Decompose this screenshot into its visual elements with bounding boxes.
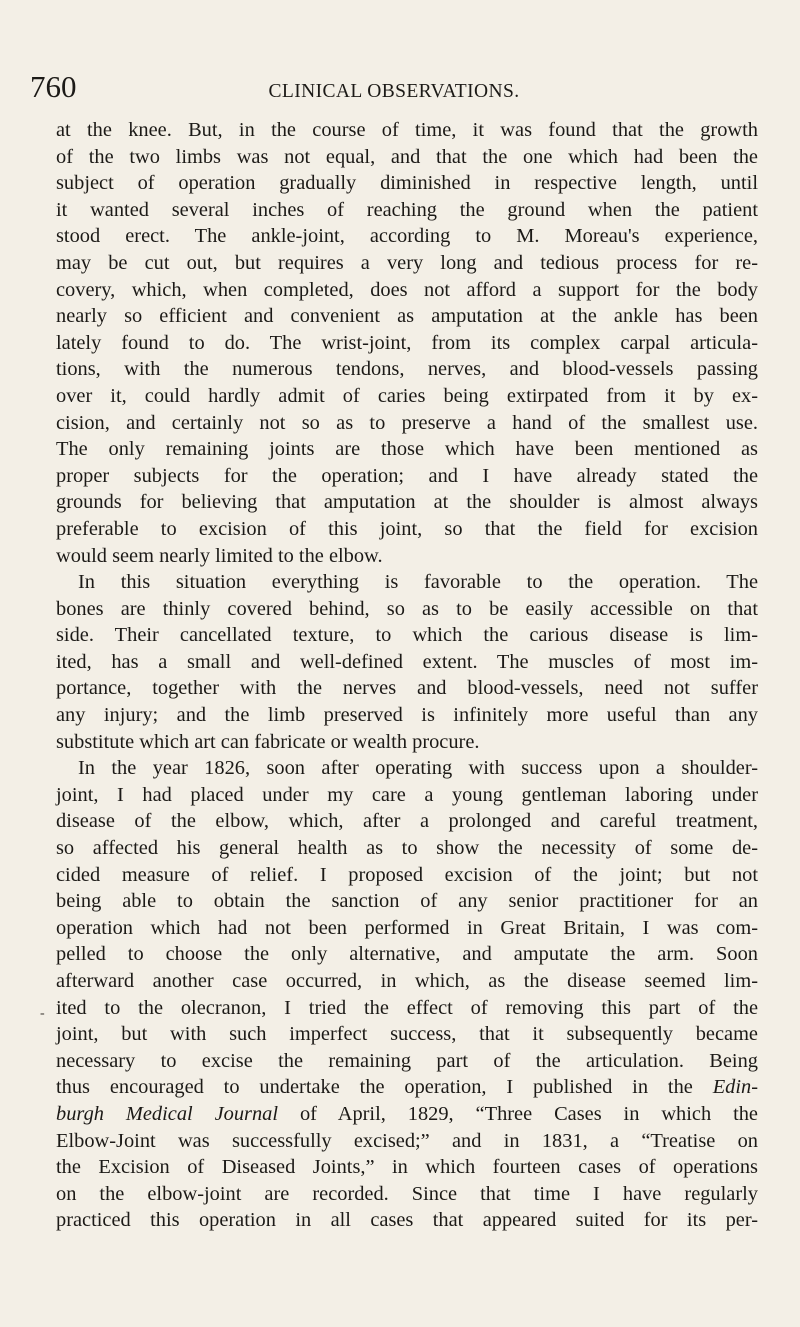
paragraph-2: [56, 569, 758, 755]
text-line: Elbow-Joint was successfully excised;” and in 1831, a “Treatise on: [56, 1129, 758, 1152]
text-line: disease of the elbow, which, after a prolonged and careful treatment,: [56, 810, 758, 833]
text-line: any injury; and the limb preserved is infinitely more useful than any: [56, 704, 758, 727]
text-line: joint, I had placed under my care a young gentleman laboring under: [56, 783, 758, 806]
text-line: operation which had not been performed in Great Britain, I was com-: [56, 916, 758, 939]
text-line: cision, and certainly not so as to preserve a hand of the smallest use.: [56, 411, 758, 434]
text-line-italic-journal-2: [56, 1101, 758, 1128]
text-line: portance, together with the nerves and blood-vessels, need not suffer: [56, 677, 758, 700]
text-line: ited, has a small and well-defined extent. The muscles of most im-: [56, 650, 758, 673]
text-line: at the knee. But, in the course of time, it was found that the growth: [56, 119, 758, 141]
text-line: covery, which, when completed, does not afford a support for the body: [56, 278, 758, 301]
text-line: tions, with the numerous tendons, nerves, and blood-vessels passing: [56, 358, 758, 381]
text-line: afterward another case occurred, in which, as the disease seemed lim-: [56, 970, 758, 992]
text-line: bones are thinly covered behind, so as to be easily accessible on that: [56, 597, 758, 620]
text-line: would seem nearly limited to the elbow.: [56, 544, 383, 567]
text-line: side. Their cancellated texture, to which the carious disease is lim-: [56, 624, 758, 647]
text-line: The only remaining joints are those which have been mentioned as: [56, 438, 758, 461]
text-line: substitute which art can fabricate or wealth procure.: [56, 730, 480, 753]
paragraph-1: [56, 117, 758, 569]
text-line: over it, could hardly admit of caries being extirpated from it by ex-: [56, 384, 758, 407]
text-span: of April, 1829, “Three Cases in which the: [278, 1102, 758, 1125]
text-line: stood erect. The ankle-joint, according to M. Moreau's experience,: [56, 225, 758, 248]
page-header: [30, 70, 758, 110]
text-span: thus encouraged to undertake the operation, I published in the: [56, 1076, 713, 1099]
text-line: ited to the olecranon, I tried the effect of removing this part of the: [56, 996, 758, 1019]
text-line: proper subjects for the operation; and I have already stated the: [56, 464, 758, 487]
text-line: may be cut out, but requires a very long and tedious process for re-: [56, 251, 758, 274]
text-line: on the elbow-joint are recorded. Since that time I have regularly: [56, 1182, 758, 1205]
text-line: necessary to excise the remaining part of the articulation. Being: [56, 1049, 758, 1072]
text-line: of the two limbs was not equal, and that the one which had been the: [56, 145, 758, 168]
text-line-italic-journal-1: [56, 1074, 758, 1101]
text-line: lately found to do. The wrist-joint, from its complex carpal articula-: [56, 331, 758, 354]
margin-dash-mark: -: [40, 1006, 45, 1021]
text-line: cided measure of relief. I proposed excision of the joint; but not: [56, 863, 758, 886]
text-line: it wanted several inches of reaching the ground when the patient: [56, 198, 758, 221]
body-text: [56, 117, 758, 1234]
page-number: 760: [30, 69, 77, 104]
text-line: joint, but with such imperfect success, that it subsequently became: [56, 1023, 758, 1046]
text-line: In this situation everything is favorable to the operation. The: [78, 571, 758, 594]
text-line: preferable to excision of this joint, so that the field for excision: [56, 517, 758, 540]
journal-title-italic: Edin-: [712, 1076, 758, 1099]
text-line: so affected his general health as to show the necessity of some de-: [56, 837, 758, 860]
running-head: CLINICAL OBSERVATIONS.: [268, 81, 520, 102]
journal-title-italic: burgh Medical Journal: [56, 1102, 279, 1125]
text-line: practiced this operation in all cases that appeared suited for its per-: [56, 1209, 758, 1232]
text-line: subject of operation gradually diminished in respective length, until: [56, 172, 758, 195]
text-line: grounds for believing that amputation at the shoulder is almost always: [56, 491, 758, 514]
text-line: In the year 1826, soon after operating with success upon a shoulder-: [78, 757, 758, 780]
paragraph-3: [56, 755, 758, 1234]
text-line: the Excision of Diseased Joints,” in which fourteen cases of operations: [56, 1156, 758, 1179]
text-line: nearly so efficient and convenient as amputation at the ankle has been: [56, 305, 758, 328]
text-line: pelled to choose the only alternative, and amputate the arm. Soon: [56, 943, 758, 966]
text-line: being able to obtain the sanction of any senior practitioner for an: [56, 890, 758, 913]
